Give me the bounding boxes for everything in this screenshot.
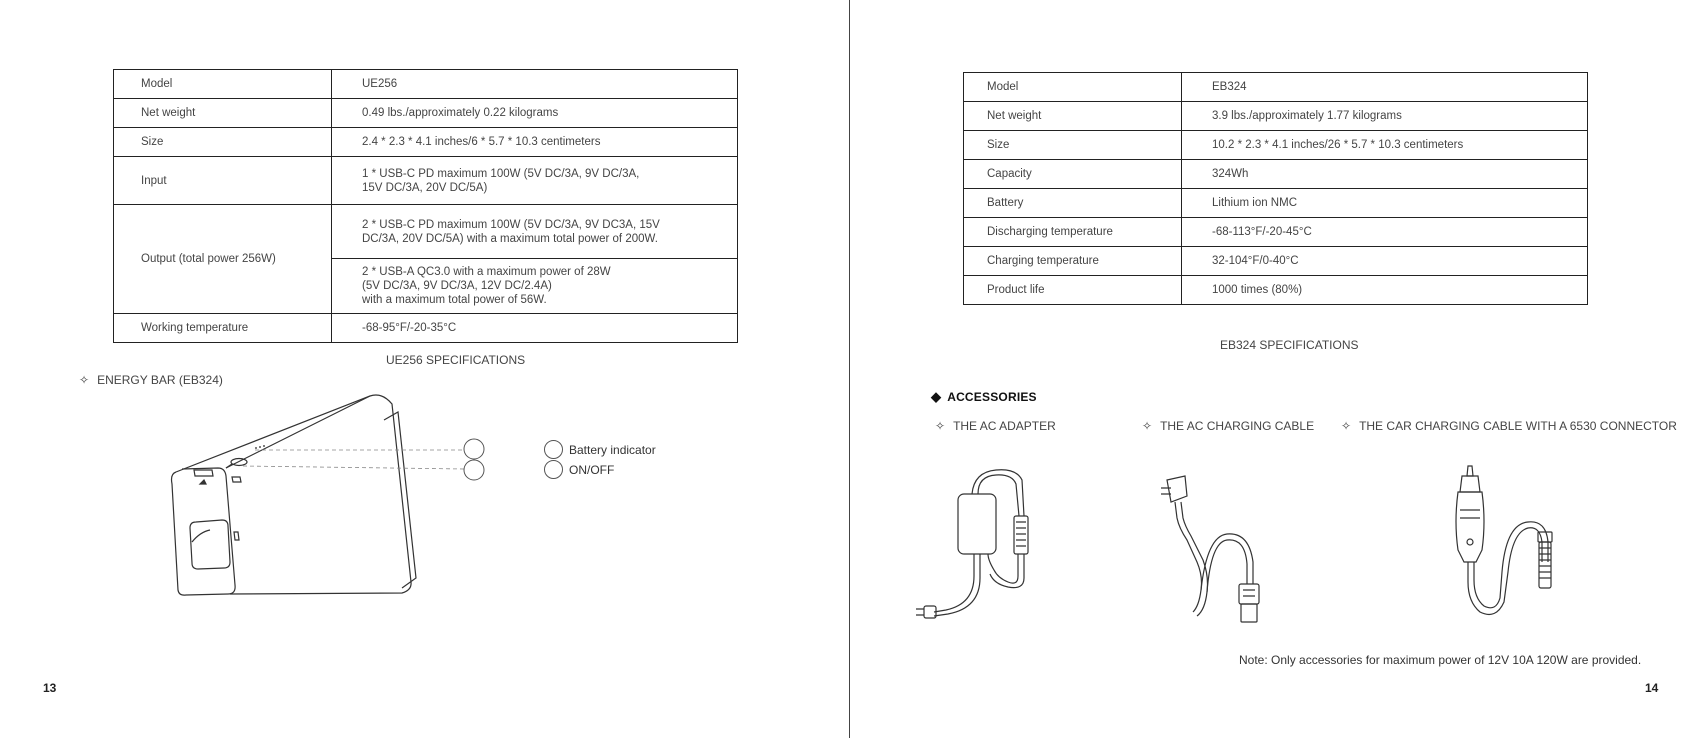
spec-key: Working temperature: [114, 314, 332, 343]
spec-key: Capacity: [964, 160, 1182, 189]
spec-key: Product life: [964, 276, 1182, 305]
spec-key: Charging temperature: [964, 247, 1182, 276]
table-row: [114, 157, 738, 205]
ac-adapter-illustration: [916, 466, 1066, 631]
spec-key: Input: [114, 157, 332, 205]
accessory-label-car-cable: [1341, 419, 1677, 433]
table-row: [964, 102, 1588, 131]
ue256-spec-table: [113, 69, 738, 343]
spec-value: 0.49 lbs./approximately 0.22 kilograms: [332, 99, 738, 128]
spec-value: 1000 times (80%): [1182, 276, 1588, 305]
accessory-label-ac-cable: [1142, 419, 1314, 433]
spec-value: 2 * USB-C PD maximum 100W (5V DC/3A, 9V DC3A, 15V DC/3A, 20V DC/5A) with a maximum total power of 200W.: [332, 205, 738, 259]
spec-value: -68-95°F/-20-35°C: [332, 314, 738, 343]
spec-value: 2.4 * 2.3 * 4.1 inches/6 * 5.7 * 10.3 centimeters: [332, 128, 738, 157]
table-row: [114, 99, 738, 128]
ac-charging-cable-illustration: [1157, 466, 1277, 631]
callout-on-off: [544, 460, 614, 479]
section-label: [79, 373, 223, 387]
table-caption: UE256 SPECIFICATIONS: [386, 353, 526, 367]
spec-value: 2 * USB-A QC3.0 with a maximum power of 28W (5V DC/3A, 9V DC/3A, 12V DC/2.4A) with a maximum total power of 56W.: [332, 259, 738, 314]
spec-key: Discharging temperature: [964, 218, 1182, 247]
table-row: [114, 314, 738, 343]
filled-diamond-icon: ◆: [931, 389, 942, 404]
heading-text: ACCESSORIES: [947, 390, 1037, 404]
accessory-label-text: THE AC CHARGING CABLE: [1160, 419, 1315, 433]
spec-value: EB324: [1182, 73, 1588, 102]
spec-key: Model: [964, 73, 1182, 102]
accessory-label-ac-adapter: [935, 419, 1056, 433]
table-row: [964, 160, 1588, 189]
spec-key: Size: [964, 131, 1182, 160]
open-diamond-icon: ✧: [79, 373, 90, 387]
open-diamond-icon: ✧: [1142, 419, 1153, 433]
table-row: [964, 218, 1588, 247]
callout-battery-indicator: [544, 440, 656, 459]
accessory-label-text: THE CAR CHARGING CABLE WITH A 6530 CONNECTOR: [1359, 419, 1677, 433]
spec-value: 10.2 * 2.3 * 4.1 inches/26 * 5.7 * 10.3 centimeters: [1182, 131, 1588, 160]
spec-key: Battery: [964, 189, 1182, 218]
table-row: [114, 205, 738, 259]
spec-value: -68-113°F/-20-45°C: [1182, 218, 1588, 247]
accessories-heading: [931, 389, 1037, 405]
spec-value: 1 * USB-C PD maximum 100W (5V DC/3A, 9V DC/3A, 15V DC/3A, 20V DC/5A): [332, 157, 738, 205]
spec-key: Net weight: [114, 99, 332, 128]
table-row: [964, 276, 1588, 305]
car-charging-cable-illustration: [1446, 462, 1556, 632]
spec-value: 32-104°F/0-40°C: [1182, 247, 1588, 276]
table-row: [114, 70, 738, 99]
spec-key: Model: [114, 70, 332, 99]
page-number: 14: [1645, 681, 1659, 695]
accessory-label-text: THE AC ADAPTER: [953, 419, 1056, 433]
spec-value: Lithium ion NMC: [1182, 189, 1588, 218]
table-row: [964, 189, 1588, 218]
open-diamond-icon: ✧: [935, 419, 946, 433]
page-number: 13: [43, 681, 57, 695]
table-row: [964, 247, 1588, 276]
callout-marker: [544, 460, 563, 479]
callout-marker: [544, 440, 563, 459]
callout-label: Battery indicator: [569, 442, 656, 457]
spec-value: UE256: [332, 70, 738, 99]
left-page: [0, 0, 850, 738]
table-row: [114, 128, 738, 157]
accessories-note: Note: Only accessories for maximum power of 12V 10A 120W are provided.: [1239, 653, 1642, 667]
table-caption: EB324 SPECIFICATIONS: [1220, 338, 1359, 352]
table-row: [964, 73, 1588, 102]
callout-label: ON/OFF: [569, 462, 615, 477]
table-row: [964, 131, 1588, 160]
section-label-text: ENERGY BAR (EB324): [97, 373, 223, 387]
eb324-spec-table: [963, 72, 1588, 305]
spec-value: 3.9 lbs./approximately 1.77 kilograms: [1182, 102, 1588, 131]
open-diamond-icon: ✧: [1341, 419, 1352, 433]
spec-key: Output (total power 256W): [114, 205, 332, 314]
spec-key: Size: [114, 128, 332, 157]
energy-bar-illustration: [170, 392, 490, 602]
spec-key: Net weight: [964, 102, 1182, 131]
right-page: [851, 0, 1702, 738]
spec-value: 324Wh: [1182, 160, 1588, 189]
